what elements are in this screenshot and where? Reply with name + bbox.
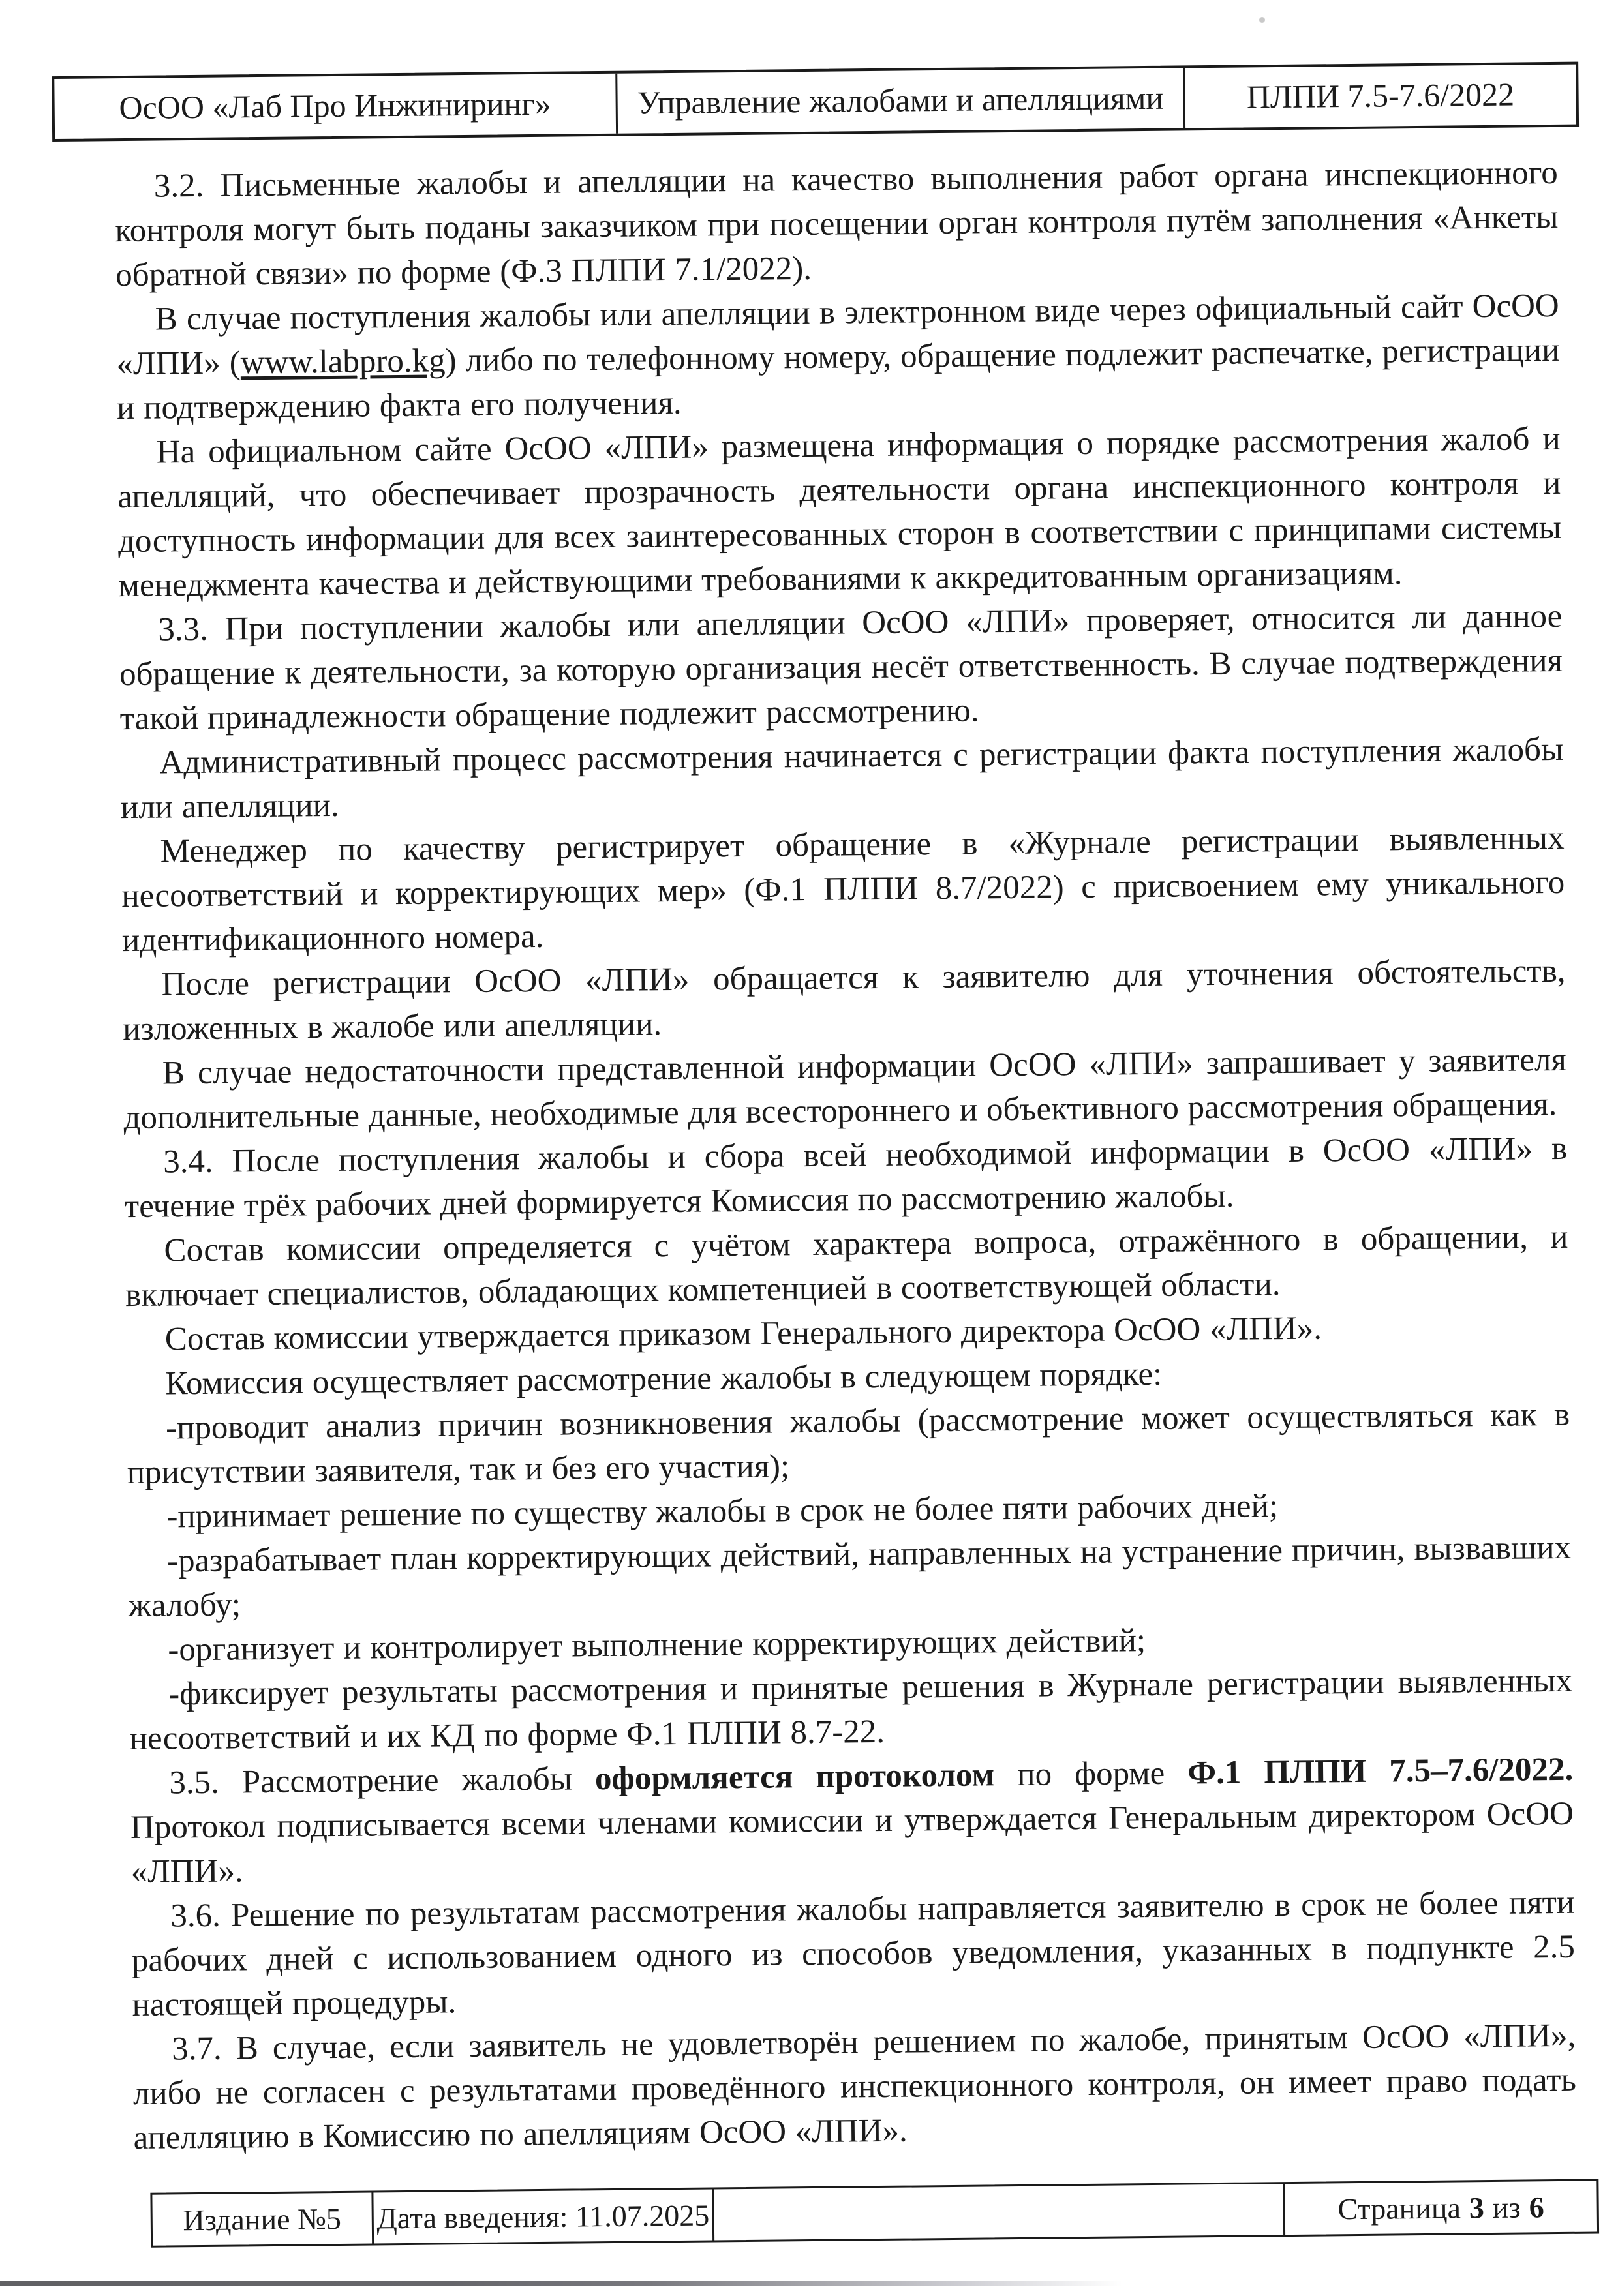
text-run: -принимает решение по существу жалобы в срок не более пяти рабочих дней;: [166, 1488, 1279, 1535]
scan-dot-artifact: [1259, 17, 1265, 23]
text-run: ) либо по телефонному номеру, обращение подлежит распечатке, регистрации и подтверждению факта его получения.: [116, 331, 1560, 427]
header-org-cell: [54, 74, 618, 139]
document-body: [115, 151, 1577, 2160]
text-run: После регистрации ОсОО «ЛПИ» обращается к заявителю для уточнения обстоятельств, изложенных в жалобе или апелляции.: [122, 952, 1566, 1048]
effective-date-label: Дата введения: 11.07.2025: [376, 2198, 710, 2235]
text-run: Состав комиссии утверждается приказом Генерального директора ОсОО «ЛПИ».: [164, 1310, 1322, 1358]
footer-empty-cell: [714, 2184, 1285, 2240]
text-run: Протокол подписывается всеми членами комиссии и утверждается Генеральным директором ОсОО «ЛПИ».: [130, 1795, 1574, 1891]
paragraph: [128, 1526, 1572, 1628]
document-title: Управление жалобами и апелляциями: [637, 79, 1164, 121]
footer-page-cell: [1285, 2181, 1597, 2235]
header-title-cell: [617, 68, 1185, 133]
footer-edition-cell: [152, 2192, 373, 2245]
text-run: -организует и контролирует выполнение корректирующих действий;: [168, 1622, 1146, 1669]
text-run: 3.5. Рассмотрение жалобы: [169, 1760, 596, 1802]
text-run: 3.3. При поступлении жалобы или апелляции ОсОО «ЛПИ» проверяет, относится ли данное обращение к деятельности, за которую организация несёт ответственность. В случае подтверждения такой принадлежности обращение подлежит рассмотрению.: [119, 597, 1563, 738]
paragraph: [127, 1393, 1570, 1495]
text-run: Комиссия осуществляет рассмотрение жалобы в следующем порядке:: [165, 1355, 1163, 1402]
paragraph: [115, 151, 1559, 297]
document-code: ПЛПИ 7.5-7.6/2022: [1246, 76, 1515, 115]
paragraph: [123, 1038, 1567, 1140]
text-run: Менеджер по качеству регистрирует обращение в «Журнале регистрации выявленных несоответствий и корректирующих мер» (Ф.1 ПЛПИ 8.7/2022) с присвоением ему уникального идентификационного номера.: [121, 819, 1565, 959]
website-link: www.labpro.kg: [240, 342, 446, 382]
text-run: -проводит анализ причин возникновения жалобы (рассмотрение может осуществляться как в присутствии заявителя, так и без его участия);: [127, 1396, 1570, 1492]
edition-label: Издание №5: [183, 2201, 342, 2237]
paragraph: [129, 1659, 1573, 1761]
paragraph: [132, 2014, 1577, 2160]
text-run: по форме: [994, 1755, 1188, 1794]
page-current: 3: [1469, 2190, 1485, 2224]
text-run: В случае поступления жалобы или апелляции в электронном виде через официальный сайт ОсОО «ЛПИ» (: [116, 287, 1559, 383]
header-table: [52, 62, 1579, 142]
text-run: Административный процесс рассмотрения начинается с регистрации факта поступления жалобы или апелляции.: [120, 731, 1564, 826]
text-run: -фиксирует результаты рассмотрения и принятые решения в Журнале регистрации выявленных несоответствий и их КД по форме Ф.1 ПЛПИ 8.7-22.: [129, 1662, 1573, 1758]
paragraph: [130, 1747, 1574, 1894]
paragraph: [120, 727, 1564, 830]
text-run: 3.2. Письменные жалобы и апелляции на качество выполнения работ органа инспекционного контроля могут быть поданы заказчиком при посещении орган контроля путём заполнения «Анкеты обратной связи» по форме (Ф.3 ПЛПИ 7.1/2022).: [115, 154, 1559, 294]
paragraph: [121, 816, 1565, 963]
footer-table: [150, 2179, 1599, 2247]
page-of-word: из: [1492, 2190, 1521, 2224]
org-name: ОсОО «Лаб Про Инжиниринг»: [119, 85, 552, 127]
bold-text: оформляется протоколом: [594, 1757, 995, 1798]
text-run: -разрабатывает план корректирующих действий, направленных на устранение причин, вызвавших жалобу;: [128, 1529, 1572, 1625]
paragraph: [125, 1215, 1568, 1318]
text-run: 3.7. В случае, если заявитель не удовлетворён решением по жалобе, принятым ОсОО «ЛПИ», либо не согласен с результатами проведённого инспекционного контроля, он имеет право подать апелляцию в Комиссию по апелляциям ОсОО «ЛПИ».: [132, 2017, 1577, 2157]
paragraph: [119, 594, 1563, 741]
page-total: 6: [1529, 2190, 1544, 2224]
page-label: Страница: [1337, 2190, 1461, 2226]
paragraph: [115, 284, 1560, 430]
bold-text: Ф.1 ПЛПИ 7.5–7.6/2022.: [1187, 1751, 1574, 1792]
text-run: 3.6. Решение по результатам рассмотрения жалобы направляется заявителю в срок не более пяти рабочих дней с использованием одного из способов уведомления, указанных в подпункте 2.5 настоящей процедуры.: [131, 1884, 1576, 2024]
paragraph: [124, 1126, 1568, 1229]
footer-date-cell: [373, 2189, 714, 2243]
text-run: На официальном сайте ОсОО «ЛПИ» размещена информация о порядке рассмотрения жалоб и апелляций, что обеспечивает прозрачность деятельности органа инспекционного контроля и доступность информации для всех заинтересованных сторон в соответствии с принципами системы менеджмента качества и действующими требованиями к аккредитованным организациям.: [117, 420, 1562, 605]
paragraph: [122, 949, 1566, 1051]
text-run: Состав комиссии определяется с учётом характера вопроса, отражённого в обращении, и включает специалистов, обладающих компетенцией в соответствующей области.: [125, 1218, 1568, 1314]
paragraph: [131, 1881, 1576, 2027]
paragraph: [117, 417, 1562, 608]
text-run: 3.4. После поступления жалобы и сбора всей необходимой информации в ОсОО «ЛПИ» в течение трёх рабочих дней формируется Комиссия по рассмотрению жалобы.: [124, 1130, 1568, 1226]
text-run: В случае недостаточности представленной информации ОсОО «ЛПИ» запрашивает у заявителя дополнительные данные, необходимые для всестороннего и объективного рассмотрения обращения.: [123, 1041, 1567, 1137]
scan-edge-artifact: [0, 2281, 1122, 2286]
header-code-cell: [1185, 65, 1576, 128]
